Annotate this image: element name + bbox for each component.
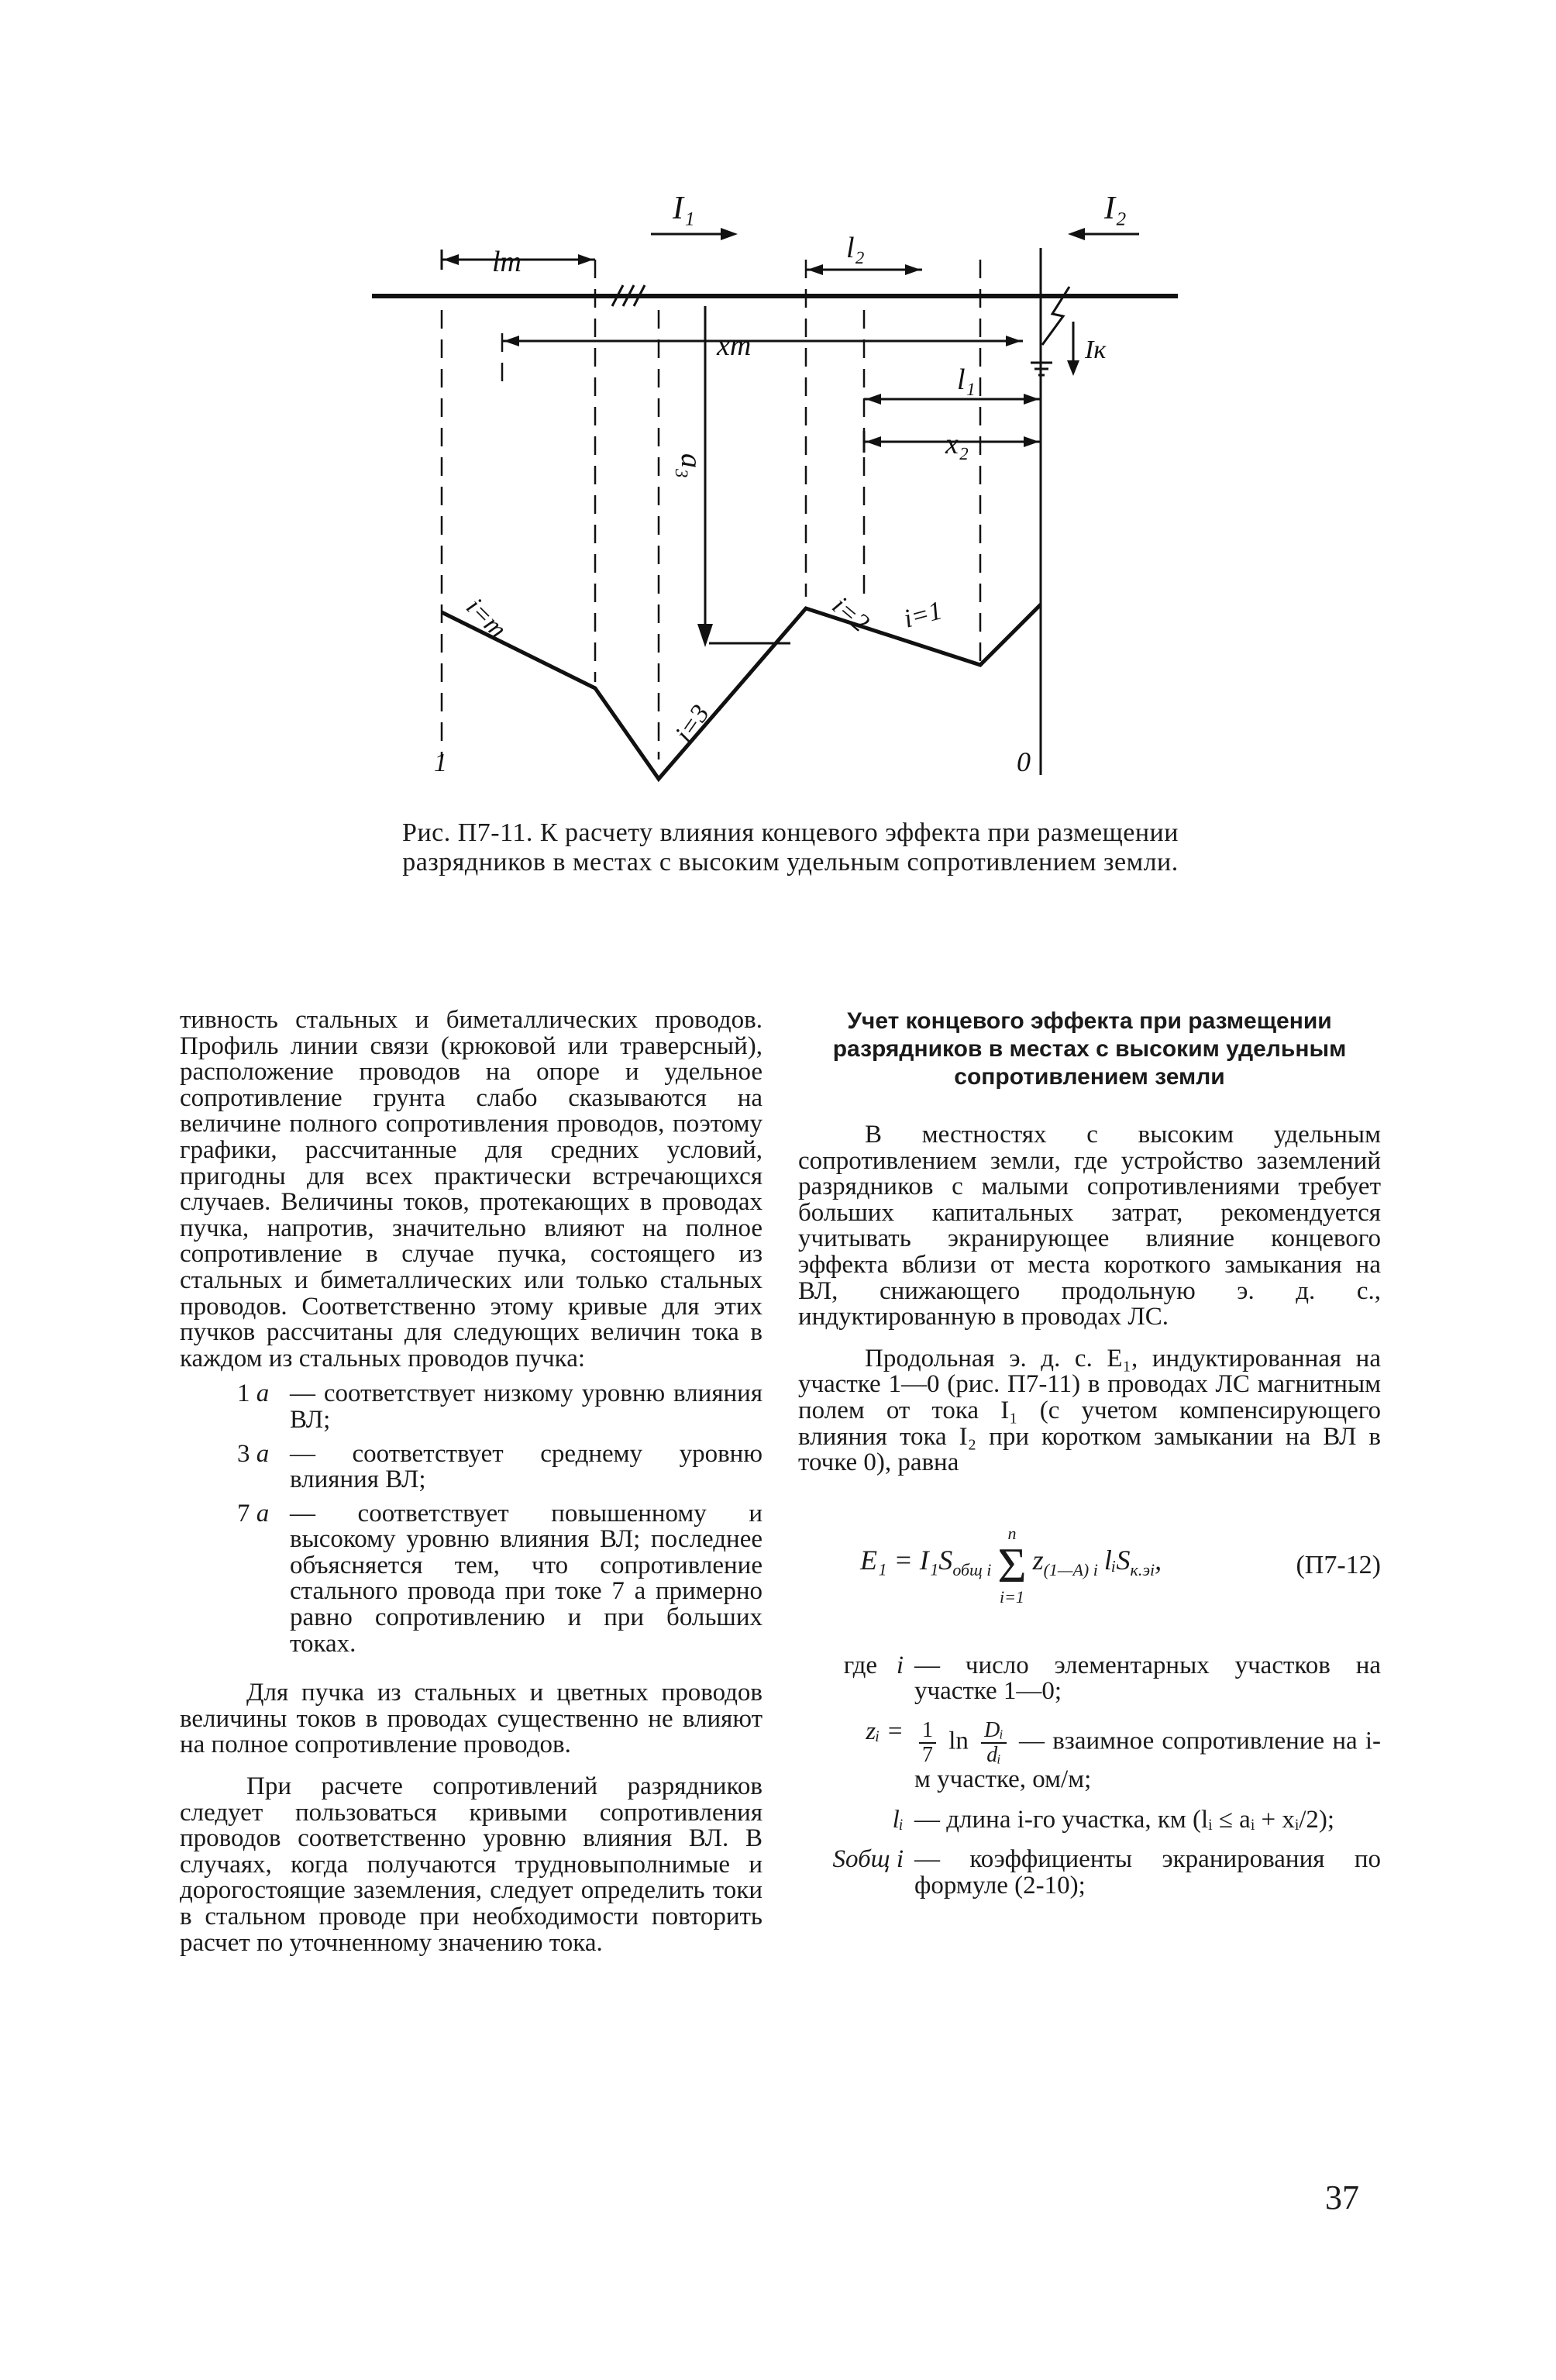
- label-lm: lm: [492, 246, 522, 278]
- label-i2: I₂: [1104, 191, 1127, 226]
- figure-caption: Рис. П7-11. К расчету влияния концевого эффекта при размещении разрядников в местах с высоким удельным сопротивлением земли.: [402, 818, 1179, 877]
- label-point-0: 0: [1017, 746, 1031, 777]
- right-paragraph-1: В местностях с высоким удельным сопротивлением земли, где устройство заземлений разрядников с малыми сопротивлениями требует больших капитальных затрат, рекомендуется учитывать экранирующее влияние концевого эффекта вблизи от места короткого замыкания на ВЛ, снижающего продольную э. д. с., индуктированную в проводах ЛС.: [798, 1121, 1381, 1331]
- right-paragraph-2: Продольная э. д. с. E₁, индуктированная на участке 1—0 (рис. П7-11) в проводах ЛС магнитным полем от тока I₁ (с учетом компенсирующего влияния тока I₂ при коротком замыкании на ВЛ в точке 0), равна: [798, 1344, 1381, 1477]
- left-paragraph-2: Для пучка из стальных и цветных проводов величины токов в проводах существенно не влияют на полное сопротивление проводов.: [180, 1679, 763, 1759]
- label-i1: I₁: [673, 191, 695, 226]
- formula-p7-12: [798, 1507, 1381, 1624]
- line-hatch: [612, 285, 645, 306]
- dashed-verticals: [442, 260, 980, 759]
- label-point-1: 1: [434, 749, 447, 777]
- right-column: [798, 1007, 1381, 1913]
- left-column: [180, 1007, 763, 1956]
- section-heading: Учет концевого эффекта при размещении разрядников в местах с высоким удельным сопротивлением земли: [832, 1008, 1347, 1090]
- list-item: 7 a — соответствует повышенному и высокому уровню влияния ВЛ; последнее объясняется тем, что сопротивление стального провода при токе 7 а примерно равно сопротивлению и при больших токах.: [237, 1499, 763, 1658]
- definitions: [798, 1653, 1381, 1900]
- definition-item: zᵢ = $\frac{1}{7}$ ln $\frac{\text{Dᵢ}}{\text{dᵢ}}$ — взаимное сопротивление на i-м участке, ом/м;: [866, 1717, 1382, 1793]
- label-i-2: i=2: [826, 591, 875, 638]
- list-item: 3 a — соответствует среднему уровню влияния ВЛ;: [237, 1439, 763, 1494]
- current-levels-list: [180, 1381, 763, 1657]
- left-paragraph-1: тивность стальных и биметаллических проводов. Профиль линии связи (крюковой или траверсный), расположение проводов на опоре и удельное сопротивление грунта слабо сказываются на величине полного сопротивления проводов, поэтому графики, рассчитанные для средних условий, пригодны для всех практически встречающихся случаев. Величины токов, протекающих в проводах пучка, напротив, значительно влияют на полное сопротивление в случае пучка, состоящего из стальных и биметаллических или только стальных проводов. Соответственно этому кривые для этих пучков рассчитаны для следующих величин тока в каждом из стальных проводов пучка:: [180, 1006, 763, 1373]
- label-i-1: i=1: [900, 596, 945, 634]
- diagram-svg: [356, 186, 1224, 790]
- label-ik: Iк: [1085, 336, 1107, 364]
- page-number: 37: [1325, 2179, 1359, 2216]
- short-circuit-icon: [1031, 287, 1069, 375]
- sum-symbol: n Σ i=1: [997, 1523, 1027, 1607]
- label-x2: x₂: [945, 428, 969, 460]
- label-l1: l₁: [957, 363, 976, 396]
- label-a3: a₃: [675, 453, 707, 479]
- label-xm: xm: [717, 329, 752, 362]
- definition-item: lᵢ — длина i-го участка, км (lᵢ ≤ aᵢ + xᵢ/2);: [892, 1805, 1335, 1834]
- figure-end-effect-diagram: [356, 186, 1224, 790]
- formula-expression: $E_1 = I_1S_{общ i}$ n Σ i=1 $z_{(1—A) i}$ lᵢS$_{к.эi}$,: [860, 1523, 1162, 1607]
- label-i-m: i=m: [460, 592, 512, 644]
- list-item: 1 a — соответствует низкому уровню влияния ВЛ;: [237, 1379, 763, 1434]
- definition-item: где i — число элементарных участков на участке 1—0;: [843, 1651, 1381, 1706]
- emf-profile-line: [442, 604, 1041, 779]
- formula-number: (П7-12): [1296, 1550, 1381, 1579]
- left-paragraph-3: При расчете сопротивлений разрядников следует пользоваться кривыми сопротивления проводов соответственно уровню влияния ВЛ. В случаях, когда получаются трудновыполнимые и дорогостоящие заземления, следует определить токи в стальном проводе при необходимости повторить расчет по уточненному значению тока.: [180, 1772, 763, 1957]
- label-l2: l₂: [846, 232, 865, 264]
- label-i-3: i=3: [670, 699, 715, 748]
- definition-item: Sобщ i — коэффициенты экранирования по формуле (2-10);: [832, 1845, 1381, 1900]
